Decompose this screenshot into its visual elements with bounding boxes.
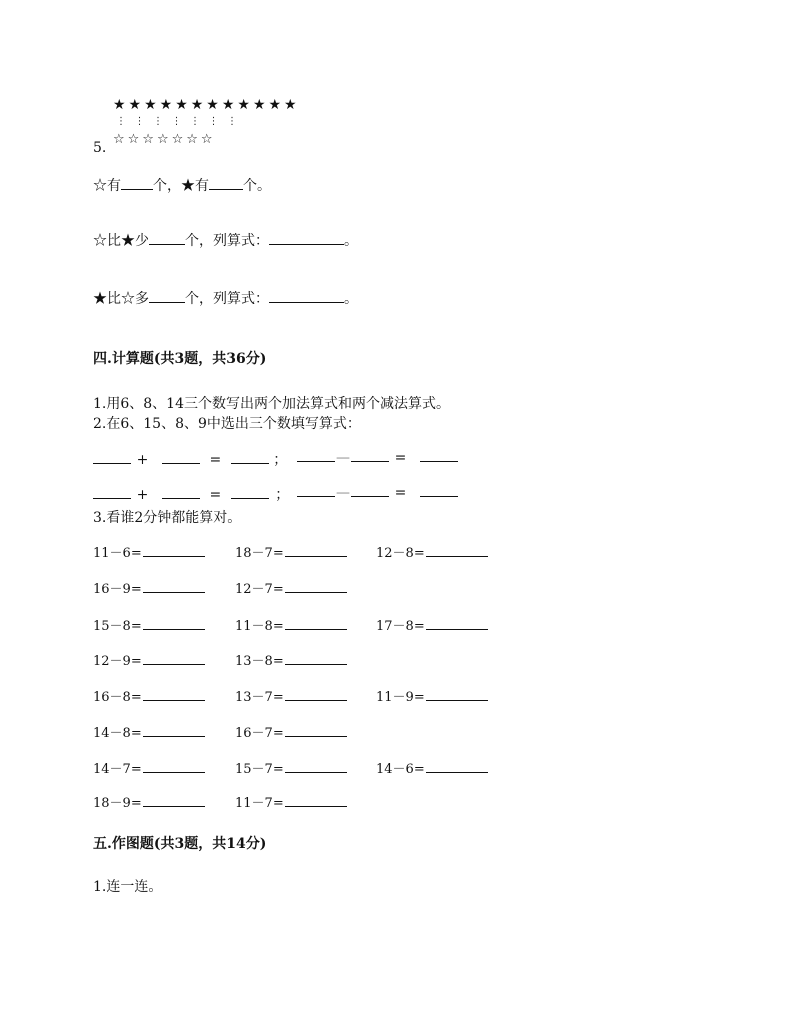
answer-blank[interactable]	[231, 486, 269, 499]
calc-item	[235, 615, 347, 634]
calc-item	[93, 722, 205, 741]
answer-blank[interactable]	[149, 290, 185, 303]
calc-expression: 11－9=	[376, 690, 425, 705]
answer-blank[interactable]	[143, 794, 205, 807]
filled-stars-row: ★★★★★★★★★★★★	[113, 97, 300, 113]
calc-expression: 16－7=	[235, 726, 284, 741]
section-5-question-1: 1.连一连。	[93, 879, 163, 895]
answer-blank[interactable]	[121, 177, 153, 190]
calc-item	[376, 686, 488, 705]
answer-blank[interactable]	[426, 760, 488, 773]
semicolon: ；	[275, 487, 290, 503]
answer-blank[interactable]	[285, 617, 347, 630]
calc-expression: 18－7=	[235, 546, 284, 561]
equals-sign: =	[394, 485, 407, 501]
q5-line-3	[93, 288, 358, 308]
fill-equation-row-1-subtraction	[297, 449, 458, 466]
dotted-connector-lines: ⋮⋮⋮⋮⋮⋮⋮	[116, 116, 246, 127]
calc-expression: 14－8=	[93, 726, 142, 741]
section-4-question-2: 2.在6、15、8、9中选出三个数填写算式：	[93, 416, 361, 432]
calc-item	[376, 615, 488, 634]
section-4-question-1: 1.用6、8、14三个数写出两个加法算式和两个减法算式。	[93, 396, 450, 412]
empty-stars-row: ☆☆☆☆☆☆☆	[113, 132, 216, 147]
answer-blank[interactable]	[143, 652, 205, 665]
q5-line3-c: 。	[344, 291, 358, 307]
answer-blank[interactable]	[285, 724, 347, 737]
q5-line2-b: 个，列算式：	[185, 233, 269, 249]
calc-item	[93, 578, 205, 597]
answer-blank[interactable]	[143, 760, 205, 773]
answer-blank[interactable]	[420, 449, 458, 462]
equals-sign: =	[209, 452, 222, 468]
calc-expression: 12－8=	[376, 546, 425, 561]
calc-item	[235, 686, 347, 705]
calc-item	[235, 792, 347, 811]
calc-item	[235, 578, 347, 597]
answer-blank[interactable]	[285, 794, 347, 807]
calc-expression: 14－7=	[93, 762, 142, 777]
equation-blank[interactable]	[269, 232, 344, 245]
calc-item	[93, 758, 205, 777]
answer-blank[interactable]	[143, 617, 205, 630]
calc-item	[93, 792, 205, 811]
equation-blank[interactable]	[269, 290, 344, 303]
answer-blank[interactable]	[143, 724, 205, 737]
calc-item	[376, 542, 488, 561]
calc-expression: 15－8=	[93, 619, 142, 634]
answer-blank[interactable]	[285, 760, 347, 773]
answer-blank[interactable]	[162, 486, 200, 499]
question-number-5: 5.	[93, 140, 107, 156]
answer-blank[interactable]	[162, 451, 200, 464]
equals-sign: =	[209, 487, 222, 503]
calc-item	[93, 650, 205, 669]
fill-equation-row-2	[93, 484, 291, 504]
calc-item	[235, 722, 347, 741]
plus-sign: +	[136, 487, 149, 503]
answer-blank[interactable]	[426, 617, 488, 630]
calc-expression: 11－6=	[93, 546, 142, 561]
minus-sign: —	[336, 485, 350, 501]
answer-blank[interactable]	[297, 484, 335, 497]
answer-blank[interactable]	[285, 544, 347, 557]
answer-blank[interactable]	[93, 451, 131, 464]
calc-expression: 13－7=	[235, 690, 284, 705]
calc-item	[93, 686, 205, 705]
calc-item	[93, 615, 205, 634]
q5-line-1	[93, 175, 271, 195]
answer-blank[interactable]	[93, 486, 131, 499]
q5-line1-a: ☆有	[93, 178, 121, 194]
plus-sign: +	[136, 452, 149, 468]
calc-expression: 11－8=	[235, 619, 284, 634]
answer-blank[interactable]	[426, 544, 488, 557]
answer-blank[interactable]	[351, 484, 389, 497]
q5-line2-c: 。	[344, 233, 358, 249]
answer-blank[interactable]	[143, 688, 205, 701]
calc-item	[376, 758, 488, 777]
calc-item	[93, 542, 205, 561]
calc-expression: 16－9=	[93, 582, 142, 597]
section-4-heading: 四.计算题(共3题，共36分)	[93, 351, 267, 367]
q5-line3-a: ★比☆多	[93, 291, 149, 307]
answer-blank[interactable]	[231, 451, 269, 464]
calc-expression: 13－8=	[235, 654, 284, 669]
answer-blank[interactable]	[285, 652, 347, 665]
equals-sign: =	[394, 450, 407, 466]
answer-blank[interactable]	[209, 177, 243, 190]
answer-blank[interactable]	[426, 688, 488, 701]
calc-item	[235, 758, 347, 777]
q5-line1-b: 个，★有	[153, 178, 209, 194]
calc-item	[235, 542, 347, 561]
calc-expression: 12－9=	[93, 654, 142, 669]
q5-line-2	[93, 230, 358, 250]
calc-expression: 14－6=	[376, 762, 425, 777]
calc-expression: 15－7=	[235, 762, 284, 777]
calc-expression: 17－8=	[376, 619, 425, 634]
answer-blank[interactable]	[420, 484, 458, 497]
q5-line3-b: 个，列算式：	[185, 291, 269, 307]
calc-expression: 11－7=	[235, 796, 284, 811]
fill-equation-row-1	[93, 449, 288, 469]
section-5-heading: 五.作图题(共3题，共14分)	[93, 836, 267, 852]
calc-expression: 18－9=	[93, 796, 142, 811]
q5-line2-a: ☆比★少	[93, 233, 149, 249]
answer-blank[interactable]	[297, 449, 335, 462]
answer-blank[interactable]	[285, 688, 347, 701]
minus-sign: —	[336, 450, 350, 466]
calc-expression: 12－7=	[235, 582, 284, 597]
answer-blank[interactable]	[351, 449, 389, 462]
fill-equation-row-2-subtraction	[297, 484, 458, 501]
q5-line1-c: 个。	[243, 178, 271, 194]
calc-expression: 16－8=	[93, 690, 142, 705]
answer-blank[interactable]	[143, 580, 205, 593]
answer-blank[interactable]	[143, 544, 205, 557]
semicolon: ；	[273, 452, 288, 468]
section-4-question-3: 3.看谁2分钟都能算对。	[93, 510, 242, 526]
answer-blank[interactable]	[149, 232, 185, 245]
answer-blank[interactable]	[285, 580, 347, 593]
calc-item	[235, 650, 347, 669]
